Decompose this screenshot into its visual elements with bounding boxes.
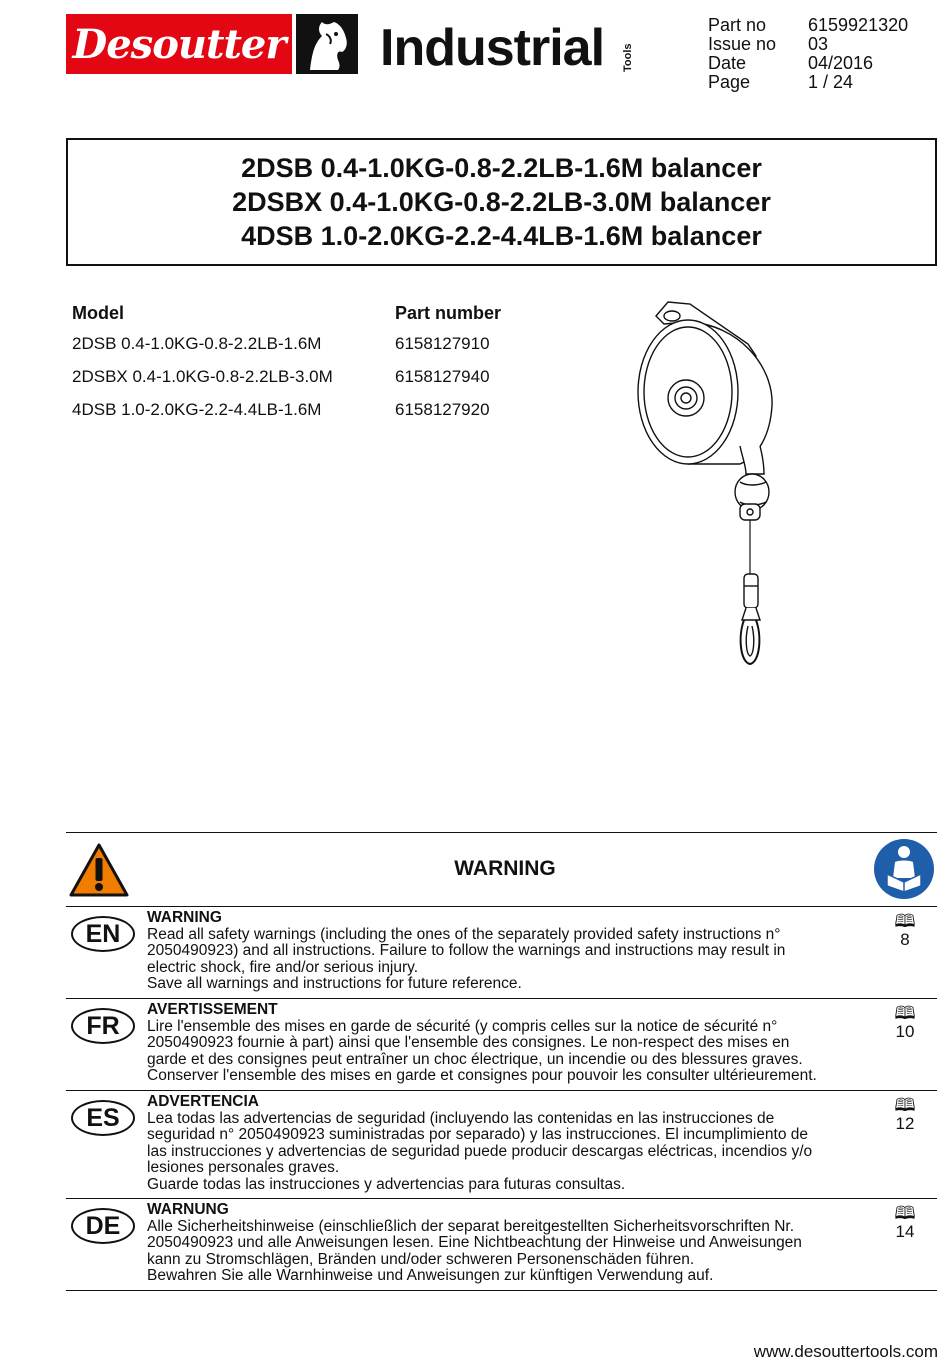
divider bbox=[66, 906, 937, 907]
title-line: 4DSB 1.0-2.0KG-2.2-4.4LB-1.6M balancer bbox=[241, 221, 762, 251]
warning-text-es bbox=[147, 1094, 863, 1194]
warning-text-fr bbox=[147, 1002, 863, 1085]
part-number-cell: 6158127940 bbox=[395, 366, 490, 386]
divider bbox=[66, 998, 937, 999]
meta-row bbox=[708, 16, 928, 35]
meta-value: 1 / 24 bbox=[808, 72, 854, 92]
warning-line: garde et des consignes peut entraîner un choc électrique, un incendie ou des blessures graves. bbox=[147, 1050, 803, 1068]
warning-line: Conserver l'ensemble des mises en garde et consignes pour pouvoir les consulter ultérieurement. bbox=[147, 1067, 817, 1085]
balancer-illustration bbox=[628, 296, 778, 668]
language-badge-de: DE bbox=[71, 1208, 135, 1244]
divider bbox=[66, 1290, 937, 1291]
part-number-cell: 6158127910 bbox=[395, 333, 490, 353]
language-badge-fr: FR bbox=[71, 1008, 135, 1044]
book-icon: 🕮 bbox=[894, 1203, 916, 1223]
table-row bbox=[72, 360, 532, 393]
models-table bbox=[72, 303, 532, 426]
meta-row bbox=[708, 54, 928, 73]
document-title bbox=[66, 138, 937, 266]
warning-line: Guarde todas las instrucciones y advertencias para futuras consultas. bbox=[147, 1175, 626, 1193]
language-badge-en: EN bbox=[71, 916, 135, 952]
book-icon: 🕮 bbox=[894, 1095, 916, 1115]
title-line: 2DSB 0.4-1.0KG-0.8-2.2LB-1.6M balancer bbox=[241, 153, 762, 183]
table-row bbox=[72, 327, 532, 360]
page-number: 8 bbox=[900, 930, 910, 949]
read-manual-icon bbox=[873, 838, 935, 900]
page-reference-en[interactable] bbox=[880, 912, 930, 950]
divider bbox=[66, 832, 937, 833]
warning-heading: ADVERTENCIA bbox=[147, 1093, 259, 1110]
meta-value: 04/2016 bbox=[808, 53, 874, 73]
warning-line: Save all warnings and instructions for future reference. bbox=[147, 975, 522, 993]
warning-text-en bbox=[147, 910, 863, 993]
model-column-header: Model bbox=[72, 303, 124, 323]
meta-label: Date bbox=[708, 53, 747, 73]
page-reference-de[interactable] bbox=[880, 1204, 930, 1242]
warning-line: Lire l'ensemble des mises en garde de sécurité (y compris celles sur la notice de sécurité n° bbox=[147, 1017, 778, 1035]
model-cell: 2DSB 0.4-1.0KG-0.8-2.2LB-1.6M bbox=[72, 333, 322, 353]
page-reference-es[interactable] bbox=[880, 1096, 930, 1134]
meta-row bbox=[708, 73, 928, 92]
part-number-cell: 6158127920 bbox=[395, 399, 490, 419]
warning-line: 2050490923 und alle Anweisungen lesen. Eine Nichtbeachtung der Hinweise und Anweisungen bbox=[147, 1234, 802, 1252]
warning-line: kann zu Stromschlägen, Bränden und/oder schweren Personenschäden führen. bbox=[147, 1250, 695, 1268]
page-number: 12 bbox=[895, 1114, 915, 1133]
warning-line: lesiones personales graves. bbox=[147, 1159, 340, 1177]
page-reference-fr[interactable] bbox=[880, 1004, 930, 1042]
warning-triangle-icon bbox=[68, 842, 130, 898]
warning-line: Lea todas las advertencias de seguridad (incluyendo las contenidas en las instrucciones de bbox=[147, 1109, 775, 1127]
warning-line: electric shock, fire and/or serious injury. bbox=[147, 958, 419, 976]
warning-line: Read all safety warnings (including the ones of the separately provided safety instructions n° bbox=[147, 925, 781, 943]
division-sub: Tools bbox=[622, 43, 634, 72]
warning-line: 2050490923) and all instructions. Failure to follow the warnings and instructions may result in bbox=[147, 942, 786, 960]
title-line: 2DSBX 0.4-1.0KG-0.8-2.2LB-3.0M balancer bbox=[232, 187, 771, 217]
meta-value: 6159921320 bbox=[808, 15, 909, 35]
table-row bbox=[72, 393, 532, 426]
model-cell: 4DSB 1.0-2.0KG-2.2-4.4LB-1.6M bbox=[72, 399, 322, 419]
warning-heading: WARNING bbox=[147, 909, 222, 926]
division-name: Industrial bbox=[380, 19, 605, 77]
warning-line: Alle Sicherheitshinweise (einschließlich der separat bereitgestellten Sicherheitsvorschriften Nr. bbox=[147, 1217, 794, 1235]
warning-line: seguridad n° 2050490923 suministradas por separado) y las instrucciones. El incumplimiento de bbox=[147, 1126, 809, 1144]
page-number: 14 bbox=[895, 1222, 915, 1241]
model-cell: 2DSBX 0.4-1.0KG-0.8-2.2LB-3.0M bbox=[72, 366, 333, 386]
desoutter-logo bbox=[66, 14, 292, 74]
divider bbox=[66, 1198, 937, 1199]
warning-heading: WARNUNG bbox=[147, 1201, 229, 1218]
warning-text-de bbox=[147, 1202, 863, 1285]
warning-title: WARNING bbox=[454, 857, 556, 880]
page-number: 10 bbox=[895, 1022, 915, 1041]
warning-line: las instrucciones y advertencias de seguridad puede producir descargas eléctricas, incendios y/o bbox=[147, 1142, 813, 1160]
footer-url[interactable]: www.desouttertools.com bbox=[753, 1342, 938, 1361]
meta-label: Part no bbox=[708, 15, 767, 35]
book-icon: 🕮 bbox=[894, 911, 916, 931]
book-icon: 🕮 bbox=[894, 1003, 916, 1023]
document-meta bbox=[708, 16, 928, 92]
warning-heading: AVERTISSEMENT bbox=[147, 1001, 278, 1018]
warning-line: 2050490923 fournie à part) ainsi que l'ensemble des consignes. Le non-respect des mises en bbox=[147, 1034, 790, 1052]
language-badge-es: ES bbox=[71, 1100, 135, 1136]
horse-logo-icon bbox=[296, 14, 358, 74]
divider bbox=[66, 1090, 937, 1091]
meta-label: Page bbox=[708, 72, 751, 92]
warning-line: Bewahren Sie alle Warnhinweise und Anweisungen zur künftigen Verwendung auf. bbox=[147, 1267, 714, 1285]
models-table-header bbox=[72, 303, 532, 327]
brand-name: Desoutter bbox=[72, 20, 286, 68]
meta-row bbox=[708, 35, 928, 54]
meta-label: Issue no bbox=[708, 34, 777, 54]
meta-value: 03 bbox=[808, 34, 829, 54]
part-number-column-header: Part number bbox=[395, 303, 502, 323]
